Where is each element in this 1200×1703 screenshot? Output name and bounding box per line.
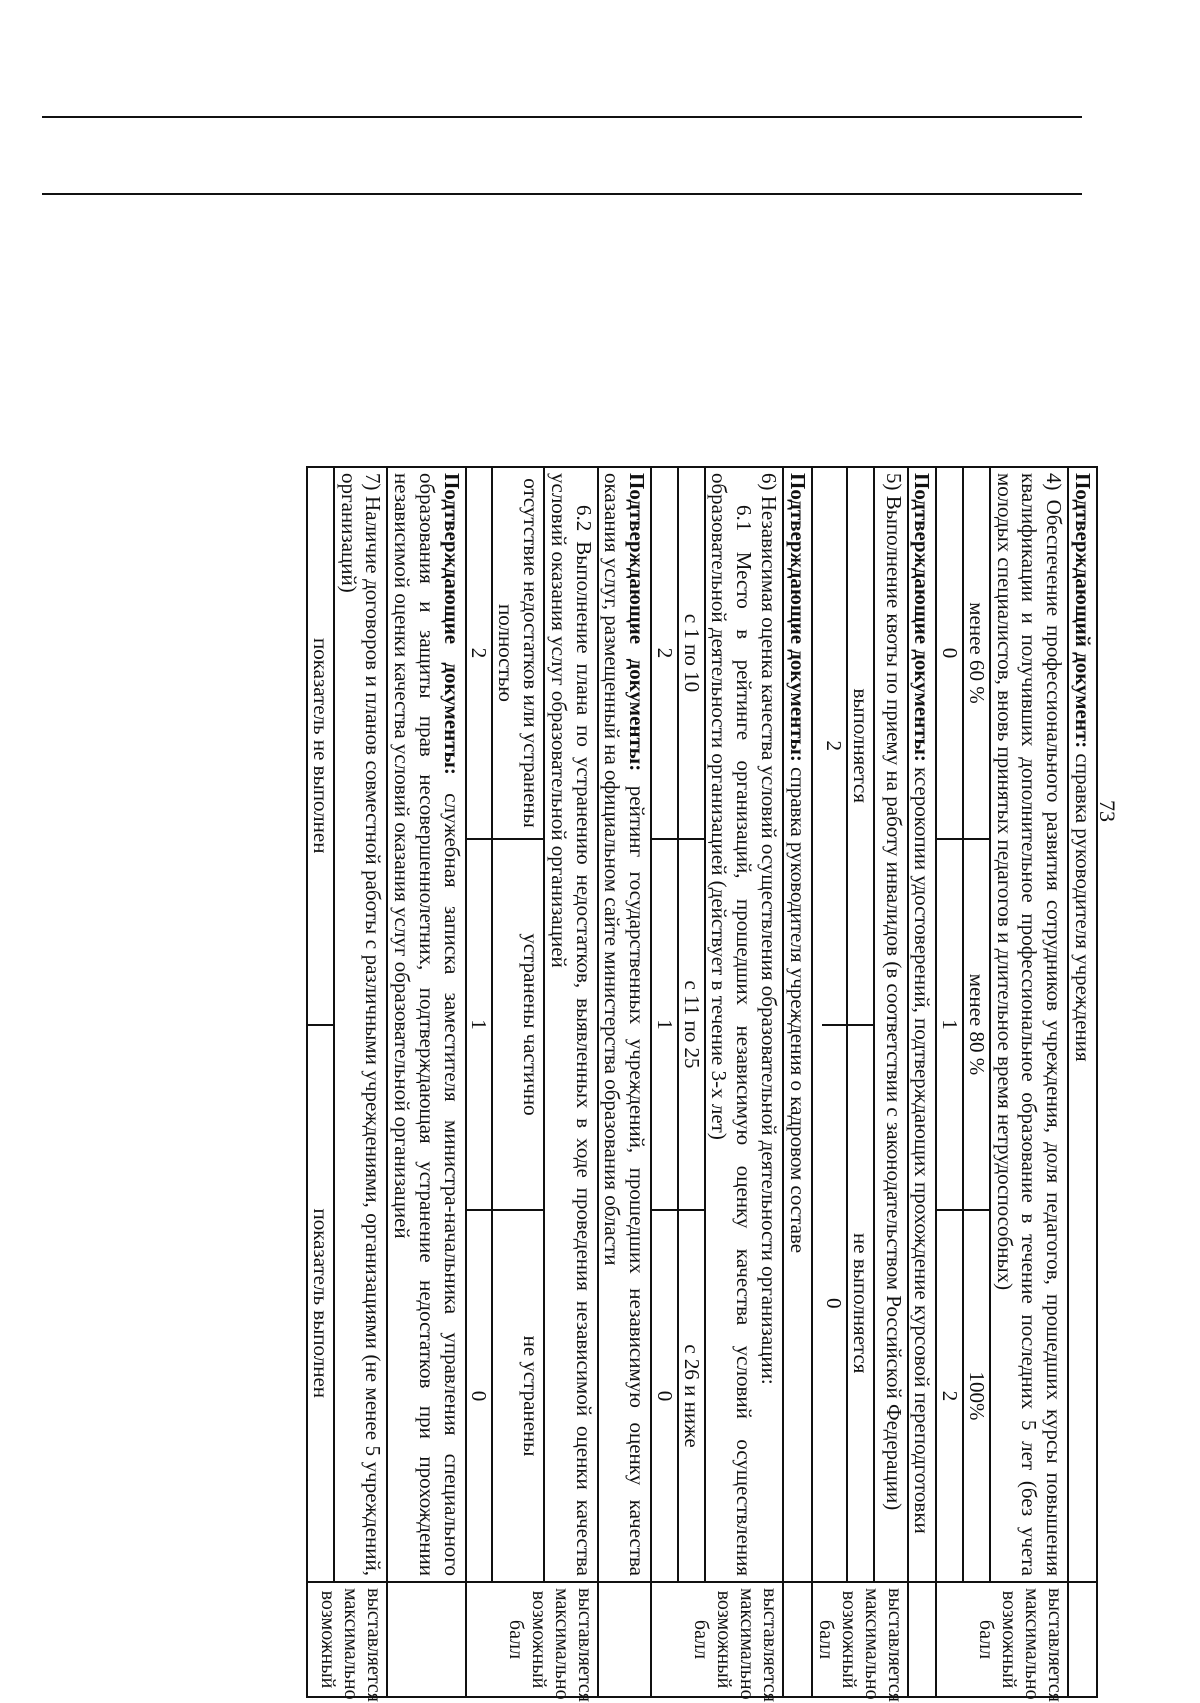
scale-6-2: [466, 467, 544, 1582]
doc-confirm-5: [783, 467, 812, 1582]
doc-label: Подтверждающие документы:: [910, 473, 935, 762]
scale-5: [812, 467, 874, 1582]
doc-label: Подтверждающие документы:: [439, 473, 464, 775]
scale-header: показатель не выполнен: [308, 468, 333, 1025]
criteria-table: [306, 466, 1098, 1702]
criterion-6: выставляется максимально возможный балл: [651, 1582, 783, 1697]
table-row: [544, 467, 598, 1697]
scale-header: устранены частично: [492, 839, 543, 1210]
scale-score: 1: [652, 839, 678, 1210]
scale-header: не устранены: [492, 1210, 543, 1581]
doc-text: справка руководителя учреждения: [1071, 748, 1095, 1062]
header-rule-top: [42, 116, 1082, 118]
scale-header: с 11 по 25: [678, 839, 704, 1210]
scale-score: 1: [937, 839, 963, 1210]
indicator-6-1: 6.1 Место в рейтинге организаций, прошедших независимую оценку качества условий осуществления образовательной деятельности организацией (действует в течение 3-х лет): [707, 473, 757, 1576]
criterion-cell: [1068, 1582, 1097, 1697]
table-row: [387, 467, 465, 1697]
indicator-text-6-2: 6.2 Выполнение плана по устранению недостатков, выявленных в ходе проведения независимой оценки качества условий оказания услуг образовательной организацией: [544, 467, 598, 1582]
scale-header: с 26 и ниже: [678, 1210, 704, 1581]
doc-confirm-4: [908, 467, 937, 1582]
table-row: [874, 467, 908, 1697]
table-row: [651, 467, 705, 1697]
criterion-cell: [908, 1582, 937, 1697]
scale-score: 2: [652, 468, 678, 839]
doc-confirm-6-2: [387, 467, 465, 1582]
scale-header: менее 60 %: [963, 468, 989, 839]
table-row: [307, 467, 334, 1697]
indicator-text-7: 7) Наличие договоров и планов совместной работы с различными учреждениями, организациями (не менее 5 учреждений, организаций): [334, 467, 388, 1582]
rotated-page-content: [38, 466, 1098, 1702]
doc-text: рейтинг государственных учреждений, прошедших независимую оценку качества оказания услуг, размещенный на официальном сайте министерства образования области: [600, 473, 650, 1576]
scale-6-1: [651, 467, 705, 1582]
doc-confirm-s0: [1068, 467, 1097, 1582]
scale-score: 2: [467, 468, 493, 839]
scale-score: 0: [822, 1025, 848, 1582]
scale-header: менее 80 %: [963, 839, 989, 1210]
indicator-text-4: 4) Обеспечение профессионального развития сотрудников учреждения, доля педагогов, прошедших курсы повышения квалификации и получивших дополнительное профессиональное образование в течение последних 5 лет (без учета молодых специалистов, вновь принятых педагогов и длительное время нетрудоспособных): [990, 467, 1068, 1582]
doc-label: Подтверждающие документы:: [625, 473, 650, 772]
doc-label: Подтверждающий документ:: [1071, 473, 1095, 749]
criterion-5: выставляется максимально возможный балл: [812, 1582, 908, 1697]
scale-score: 0: [467, 1210, 493, 1581]
criterion-cell: [598, 1582, 652, 1697]
scale-score: 0: [652, 1210, 678, 1581]
table-row: [908, 467, 937, 1697]
doc-text: справка руководителя учреждения о кадровом составе: [785, 761, 810, 1254]
scale-header: выполняется: [847, 468, 873, 1025]
scale-score: 0: [937, 468, 963, 839]
doc-text: служебная записка заместителя министра-начальника управления специального образования и защиты прав несовершеннолетних, подтверждающая устранение недостатков при прохождении независимой оценки качества условий оказания услуг образовательной организацией: [390, 473, 464, 1577]
table-row: [1068, 467, 1097, 1697]
table-row: [936, 467, 990, 1697]
scale-score: 1: [467, 839, 493, 1210]
doc-text: ксерокопии удостоверений, подтверждающих прохождение курсовой переподготовки: [910, 761, 935, 1534]
criterion-cell: [387, 1582, 465, 1697]
scale-header: показатель выполнен: [308, 1025, 333, 1582]
criterion-cell: [783, 1582, 812, 1697]
table-row: [598, 467, 652, 1697]
criterion-7: выставляется максимально возможный: [307, 1582, 387, 1697]
table-row: [783, 467, 812, 1697]
criterion-4: выставляется максимально возможный балл: [936, 1582, 1068, 1697]
indicator-text-5: 5) Выполнение квоты по приему на работу инвалидов (в соответствии с законодательством Российской Федерации): [874, 467, 908, 1582]
indicator-6-title: 6) Независимая оценка качества условий осуществления образовательной деятельности организации:: [756, 473, 781, 1385]
table-row: [466, 467, 544, 1697]
table-row: [812, 467, 874, 1697]
doc-confirm-6-1: [598, 467, 652, 1582]
scale-score: 2: [822, 468, 848, 1025]
scale-header: отсутствие недостатков или устранены полностью: [492, 468, 543, 839]
header-rule-bottom: [42, 193, 1082, 195]
scale-header: 100%: [963, 1210, 989, 1581]
table-row: [705, 467, 783, 1697]
indicator-text-6: [705, 467, 783, 1582]
criterion-6-2: выставляется максимально возможный балл: [466, 1582, 598, 1697]
scale-header: с 1 по 10: [678, 468, 704, 839]
doc-label: Подтверждающие документы:: [785, 473, 810, 762]
table-row: [334, 467, 388, 1697]
scale-header: не выполняется: [847, 1025, 873, 1582]
scale-score: 2: [937, 1210, 963, 1581]
scale-7: [307, 467, 334, 1582]
scale-4: [936, 467, 990, 1582]
page-number: 73: [1095, 800, 1120, 822]
table-row: [990, 467, 1068, 1697]
